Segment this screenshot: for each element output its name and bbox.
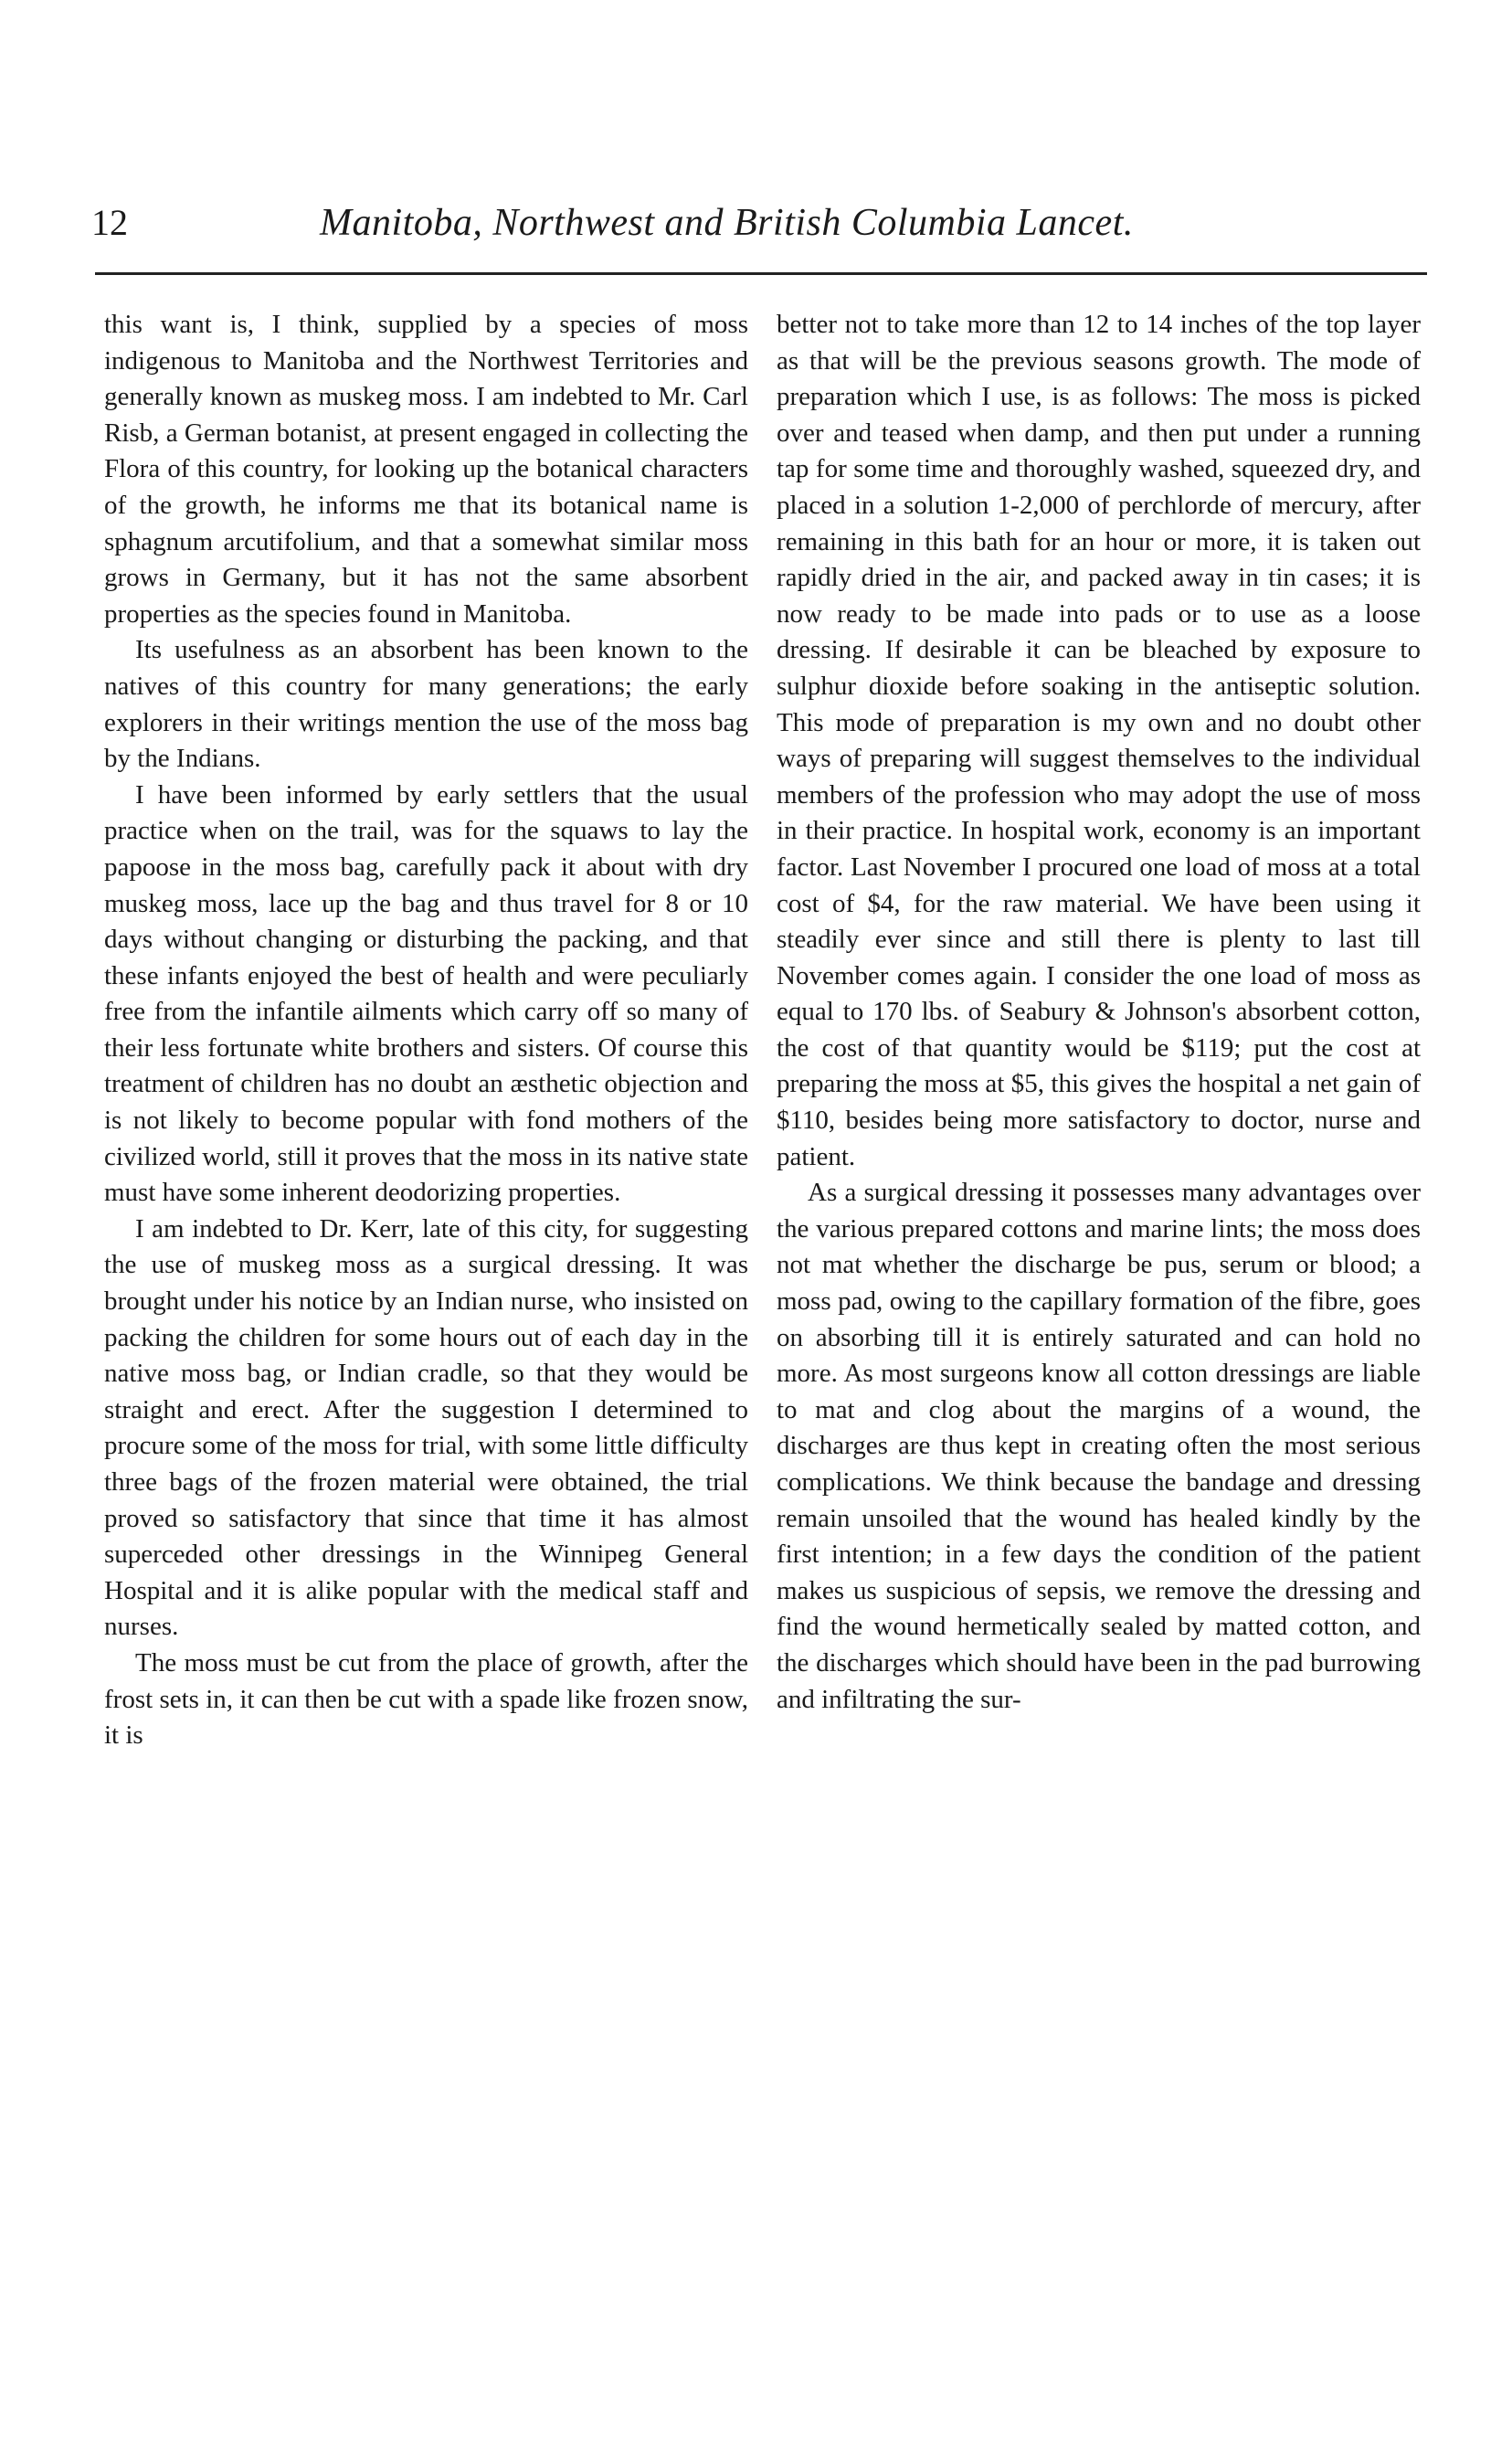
page-number: 12 bbox=[91, 202, 128, 243]
running-head bbox=[91, 199, 1425, 254]
paragraph-dr-kerr: I am indebted to Dr. Kerr, late of this city, for suggesting the use of muskeg moss as a surgical dressing. It was brought under his notice by an Indian nurse, who insisted on packing the children for some hours out of each day in the native moss bag, or Indian cradle, so that they would be straight and erect. After the suggestion I determined to procure some of the moss for trial, with some little difficulty three bags of the frozen material were obtained, the trial proved so satisfactory that since that time it has almost superceded other dressings in the Winnipeg General Hospital and it is alike popular with the medical staff and nurses. bbox=[104, 1213, 748, 1642]
paragraph-preparation: better not to take more than 12 to 14 inches of the top layer as that will be the previous seasons growth. The mode of preparation which I use, is as follows: The moss is picked over and teased when damp, and then put under a running tap for some time and thoroughly washed, squeezed dry, and placed in a solution 1-2,000 of perchlorde of mercury, after remaining in this bath for an hour or more, it is taken out rapidly dried in the air, and packed away in tin cases; it is now ready to be made into pads or to use as a loose dressing. If desirable it can be bleached by exposure to sulphur dioxide before soaking in the antiseptic solution. This mode of preparation is my own and no doubt other ways of preparing will suggest themselves to the individual members of the profession who may adopt the use of moss in their practice. In hospital work, economy is an important factor. Last November I procured one load of moss at a total cost of $4, for the raw material. We have been using it steadily ever since and still there is plenty to last till November comes again. I consider the one load of moss as equal to 170 lbs. of Seabury & Johnson's absorbent cotton, the cost of that quantity would be $119; put the cost at preparing the moss at $5, this gives the hospital a net gain of $110, besides being more satisfactory to doctor, nurse and patient. bbox=[777, 310, 1421, 1171]
paragraph-early-settlers: I have been informed by early settlers that the usual practice when on the trail, was for the squaws to lay the papoose in the moss bag, carefully pack it about with dry muskeg moss, lace up the bag and thus travel for 8 or 10 days without changing or disturbing the packing, and that these infants enjoyed the best of health and were peculiarly free from the infantile ailments which carry off so many of their less fortunate white brothers and sisters. Of course this treatment of children has no doubt an æsthetic objection and is not likely to become popular with fond mothers of the civilized world, still it proves that the moss in its native state must have some inherent deodorizing properties. bbox=[104, 779, 748, 1208]
paragraph-absorbent-usefulness: Its usefulness as an absorbent has been known to the natives of this country for many generations; the early explorers in their writings mention the use of the moss bag by the Indians. bbox=[104, 635, 748, 774]
right-column bbox=[777, 307, 1421, 1718]
journal-title: Manitoba, Northwest and British Columbia Lancet. bbox=[320, 202, 1134, 244]
paragraph-cutting-moss: The moss must be cut from the place of growth, after the frost sets in, it can then be cut with a spade like frozen snow, it is bbox=[104, 1647, 748, 1751]
header-rule bbox=[95, 272, 1427, 275]
left-column bbox=[104, 307, 748, 1754]
paragraph-moss-species: this want is, I think, supplied by a species of moss indigenous to Manitoba and the Northwest Territories and generally known as muskeg moss. I am indebted to Mr. Carl Risb, a German botanist, at present engaged in collecting the Flora of this country, for looking up the botanical characters of the growth, he informs me that its botanical name is sphagnum arcutifolium, and that a somewhat similar moss grows in Germany, but it has not the same absorbent properties as the species found in Manitoba. bbox=[104, 310, 748, 629]
paragraph-surgical-dressing: As a surgical dressing it possesses many advantages over the various prepared cottons and marine lints; the moss does not mat whether the discharge be pus, serum or blood; a moss pad, owing to the capillary formation of the fibre, goes on absorbing till it is entirely saturated and can hold no more. As most surgeons know all cotton dressings are liable to mat and clog about the margins of a wound, the discharges are thus kept in creating often the most serious complications. We think because the bandage and dressing remain unsoiled that the wound has healed kindly by the first intention; in a few days the condition of the patient makes us suspicious of sepsis, we remove the dressing and find the wound hermetically sealed by matted cotton, and the discharges which should have been in the pad burrowing and infiltrating the sur- bbox=[777, 1178, 1421, 1714]
